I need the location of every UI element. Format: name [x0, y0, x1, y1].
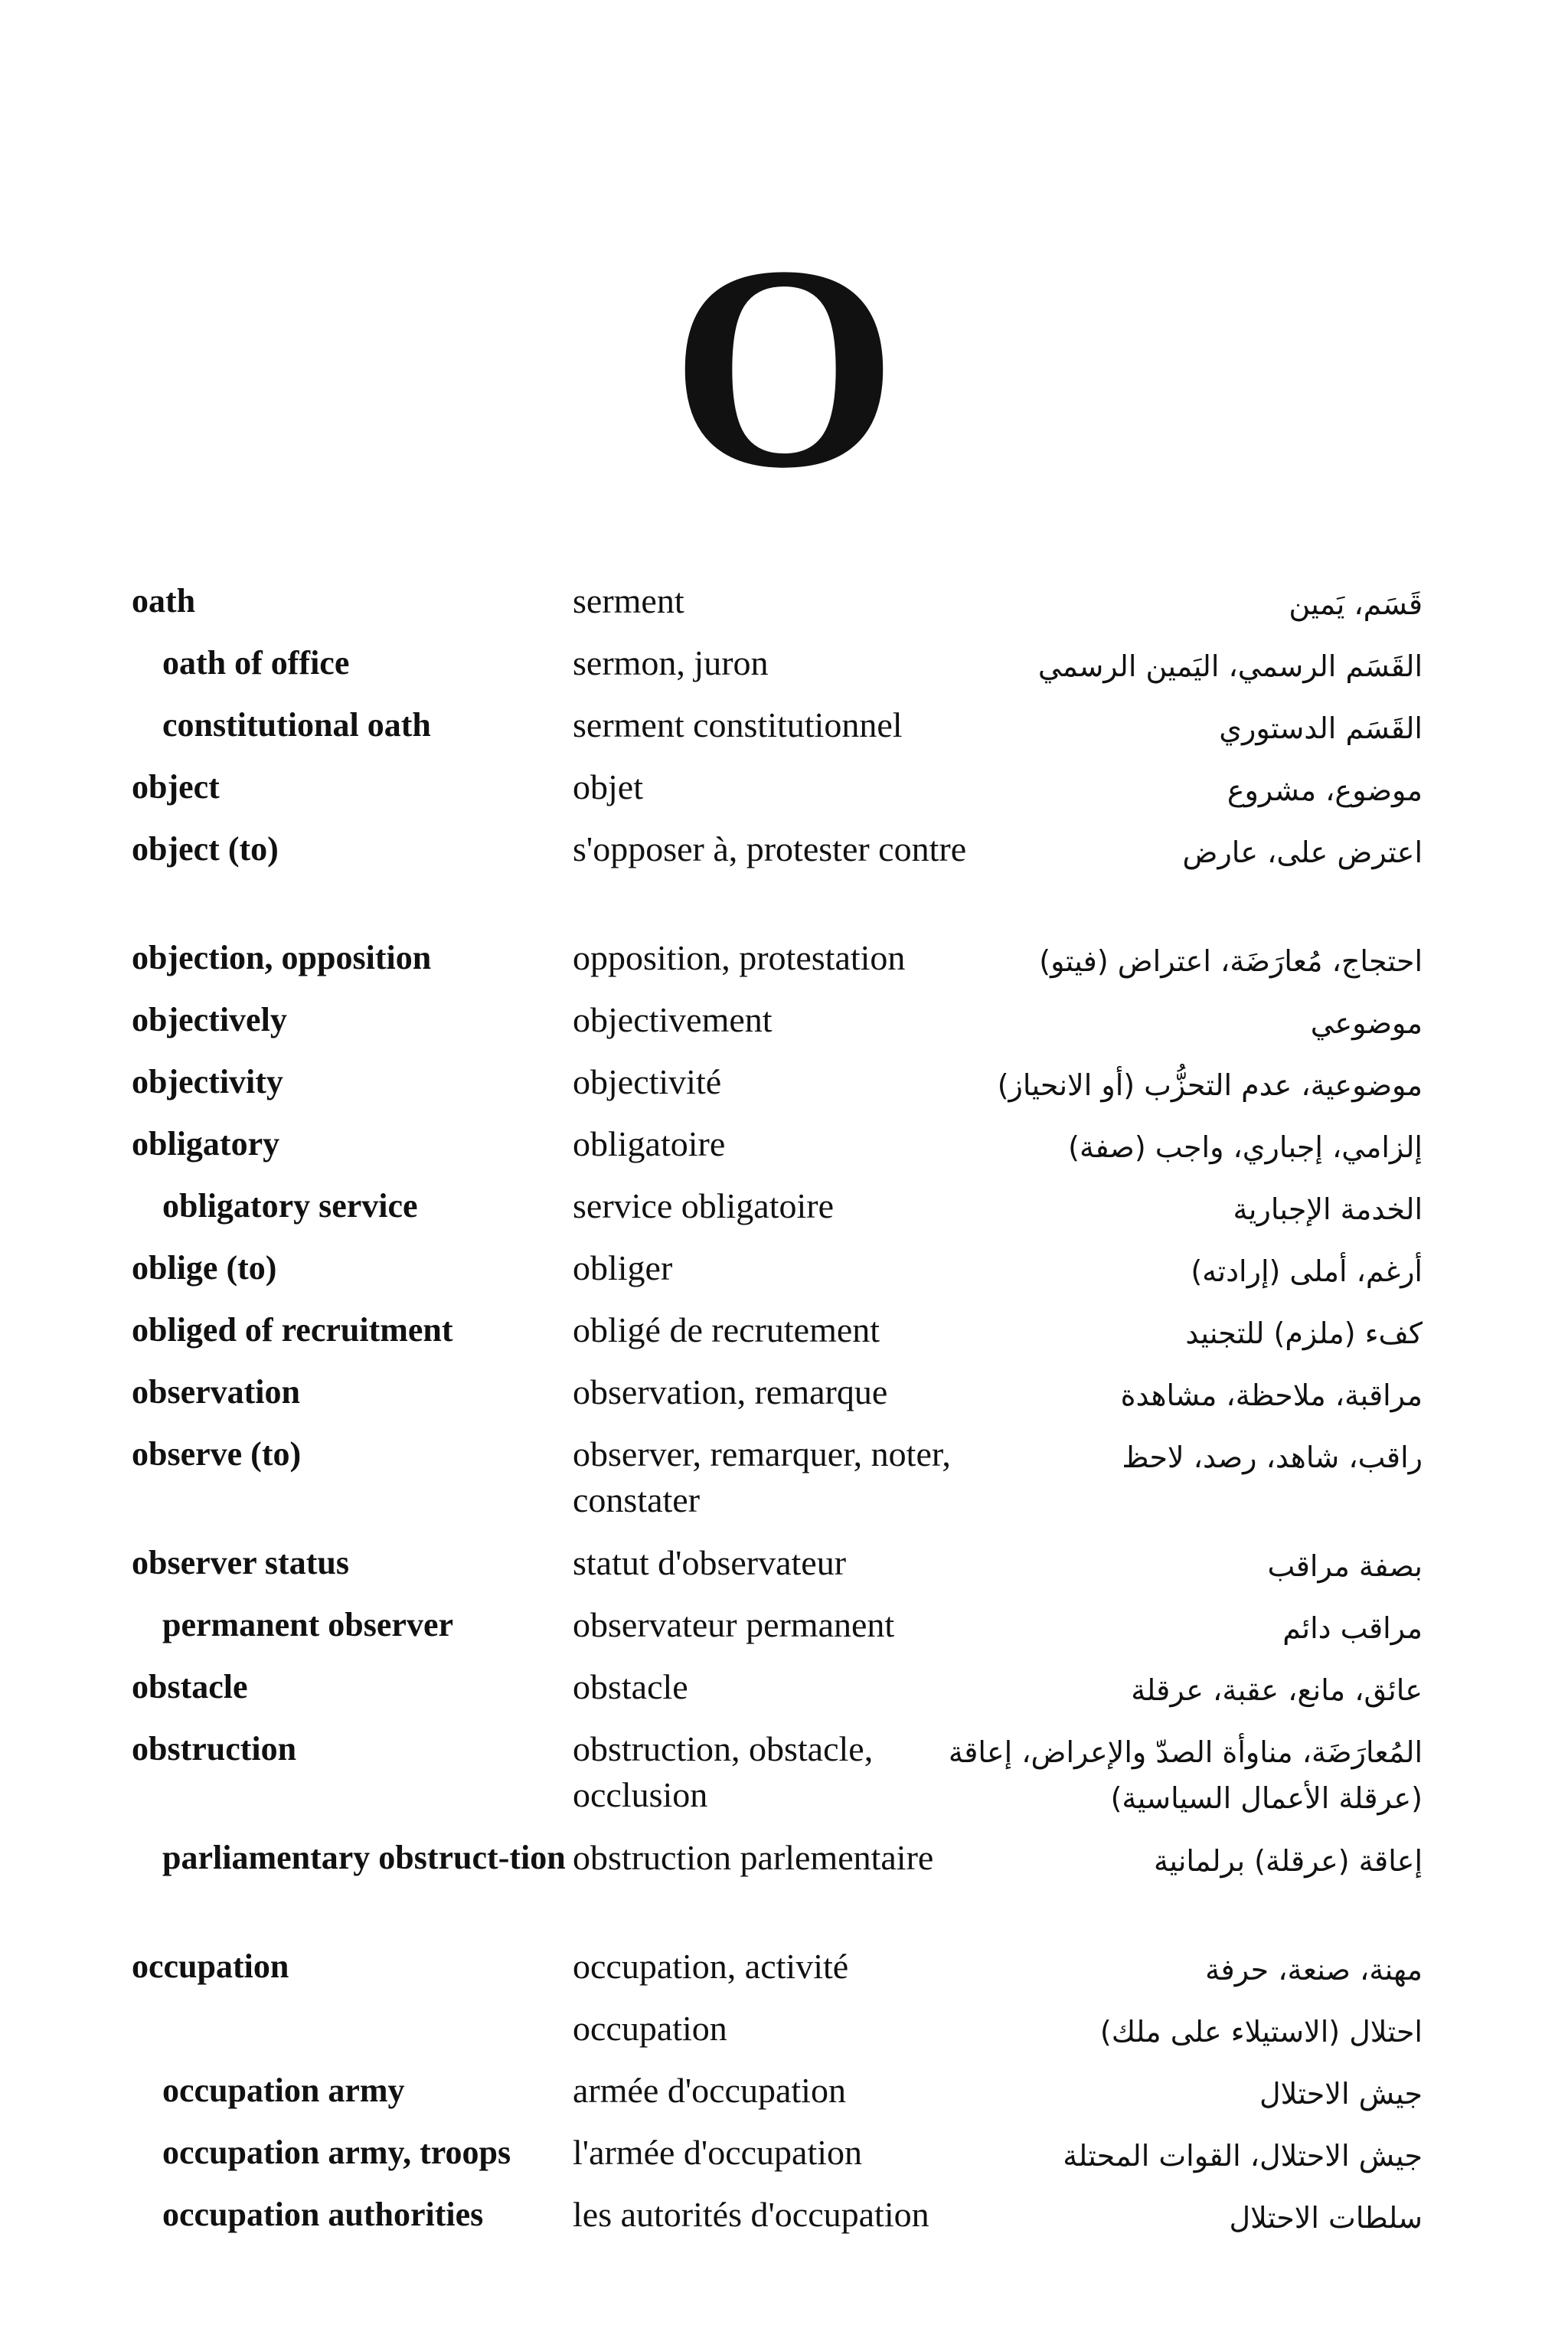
glossary-entry	[0, 1059, 1568, 1121]
glossary-entry	[0, 1245, 1568, 1307]
arabic-term: عائق، مانع، عقبة، عرقلة	[1131, 1673, 1423, 1707]
arabic-term: مراقبة، ملاحظة، مشاهدة	[1120, 1378, 1423, 1412]
glossary-entry	[0, 1121, 1568, 1183]
french-term: observation, remarque	[573, 1372, 888, 1411]
french-term: sermon, juron	[573, 643, 769, 682]
french-term: obligatoire	[573, 1124, 726, 1163]
french-term: obstruction parlementaire	[573, 1838, 934, 1877]
english-term: observe (to)	[132, 1435, 302, 1473]
arabic-term: جيش الاحتلال، القوات المحتلة	[1063, 2139, 1423, 2173]
glossary-entry	[0, 1369, 1568, 1431]
english-term: obstruction	[132, 1730, 297, 1768]
english-term: oath	[132, 582, 196, 620]
arabic-term: كفء (ملزم) للتجنيد	[1185, 1316, 1423, 1350]
arabic-term: إلزامي، إجباري، واجب (صفة)	[1068, 1130, 1423, 1164]
arabic-term: إعاقة (عرقلة) برلمانية	[1154, 1844, 1423, 1878]
arabic-term: أرغم، أملى (إرادته)	[1191, 1254, 1423, 1288]
arabic-term: بصفة مراقب	[1267, 1549, 1423, 1583]
arabic-term: احتجاج، مُعارَضَة، اعتراض (فيتو)	[1039, 944, 1423, 978]
arabic-term: القَسَم الرسمي، اليَمين الرسمي	[1037, 649, 1423, 683]
french-term: serment	[573, 581, 684, 620]
french-term: obstacle	[573, 1667, 688, 1706]
english-term: obligatory	[132, 1125, 280, 1163]
arabic-term: القَسَم الدستوري	[1219, 711, 1423, 745]
arabic-term: مهنة، صنعة، حرفة	[1205, 1953, 1423, 1987]
arabic-term: اعترض على، عارض	[1182, 836, 1423, 869]
glossary-list	[0, 578, 1568, 2254]
glossary-entry	[0, 2068, 1568, 2130]
english-term: permanent observer	[162, 1606, 454, 1643]
english-term: object (to)	[132, 830, 279, 868]
english-term: obligatory service	[162, 1187, 418, 1225]
glossary-entry	[0, 1835, 1568, 1944]
english-term: observation	[132, 1373, 300, 1411]
glossary-entry	[0, 2006, 1568, 2068]
french-term: objet	[573, 767, 643, 806]
glossary-entry	[0, 1307, 1568, 1369]
english-term: occupation army, troops	[162, 2134, 511, 2171]
french-term: statut d'observateur	[573, 1543, 847, 1582]
french-term: l'armée d'occupation	[573, 2133, 863, 2172]
french-term: obstruction, obstacle, occlusion	[573, 1729, 874, 1814]
arabic-term: الخدمة الإجبارية	[1233, 1192, 1423, 1226]
glossary-entry	[0, 764, 1568, 826]
english-term: object	[132, 768, 220, 806]
english-term: oath of office	[162, 644, 350, 682]
french-term: objectivement	[573, 1000, 773, 1039]
arabic-term: جيش الاحتلال	[1259, 2077, 1423, 2111]
glossary-entry	[0, 1183, 1568, 1245]
english-term: occupation	[132, 1947, 289, 1985]
english-term: parliamentary obstruct-tion	[162, 1839, 566, 1876]
french-term: opposition, protestation	[573, 938, 906, 977]
french-term: les autorités d'occupation	[573, 2195, 929, 2234]
glossary-entry	[0, 1540, 1568, 1602]
french-term: obligé de recrutement	[573, 1310, 880, 1349]
english-term: observer status	[132, 1544, 349, 1581]
arabic-term: موضوعي	[1310, 1006, 1423, 1040]
glossary-entry	[0, 826, 1568, 935]
arabic-term: موضوع، مشروع	[1227, 773, 1423, 807]
glossary-entry	[0, 1664, 1568, 1726]
english-term: obstacle	[132, 1668, 248, 1705]
english-term: constitutional oath	[162, 706, 431, 744]
glossary-entry	[0, 1602, 1568, 1664]
glossary-entry	[0, 578, 1568, 640]
arabic-term: مراقب دائم	[1282, 1611, 1423, 1645]
glossary-entry	[0, 997, 1568, 1059]
french-term: observateur permanent	[573, 1605, 895, 1644]
english-term: objectivity	[132, 1063, 283, 1100]
english-term: objection, opposition	[132, 939, 432, 976]
arabic-term: قَسَم، يَمين	[1289, 587, 1423, 621]
english-term: occupation army	[162, 2072, 405, 2109]
french-term: armée d'occupation	[573, 2071, 846, 2110]
glossary-entry	[0, 640, 1568, 702]
french-term: observer, remarquer, noter, constater	[573, 1434, 951, 1519]
arabic-term: المُعارَضَة، مناوأة الصدّ والإعراض، إعاقة (عرقلة الأعمال السياسية)	[948, 1735, 1423, 1815]
glossary-entry	[0, 1944, 1568, 2006]
glossary-entry	[0, 702, 1568, 764]
french-term: s'opposer à, protester contre	[573, 829, 967, 868]
arabic-term: موضوعية، عدم التحزُّب (أو الانحياز)	[997, 1068, 1423, 1102]
glossary-entry	[0, 935, 1568, 997]
english-term: objectively	[132, 1001, 287, 1038]
glossary-entry	[0, 2192, 1568, 2254]
glossary-entry	[0, 1431, 1568, 1540]
section-letter: O	[671, 206, 897, 528]
french-term: objectivité	[573, 1062, 722, 1101]
french-term: occupation, activité	[573, 1947, 849, 1986]
glossary-entry	[0, 2130, 1568, 2192]
arabic-term: احتلال (الاستيلاء على ملك)	[1099, 2015, 1423, 2049]
arabic-term: سلطات الاحتلال	[1229, 2201, 1423, 2235]
english-term: oblige (to)	[132, 1249, 277, 1287]
english-term: occupation authorities	[162, 2196, 484, 2233]
french-term: serment constitutionnel	[573, 705, 903, 744]
french-term: occupation	[573, 2009, 727, 2048]
arabic-term: راقب، شاهد، رصد، لاحظ	[1122, 1441, 1423, 1474]
english-term: obliged of recruitment	[132, 1311, 453, 1349]
french-term: obliger	[573, 1248, 673, 1287]
glossary-entry	[0, 1726, 1568, 1835]
french-term: service obligatoire	[573, 1186, 835, 1225]
